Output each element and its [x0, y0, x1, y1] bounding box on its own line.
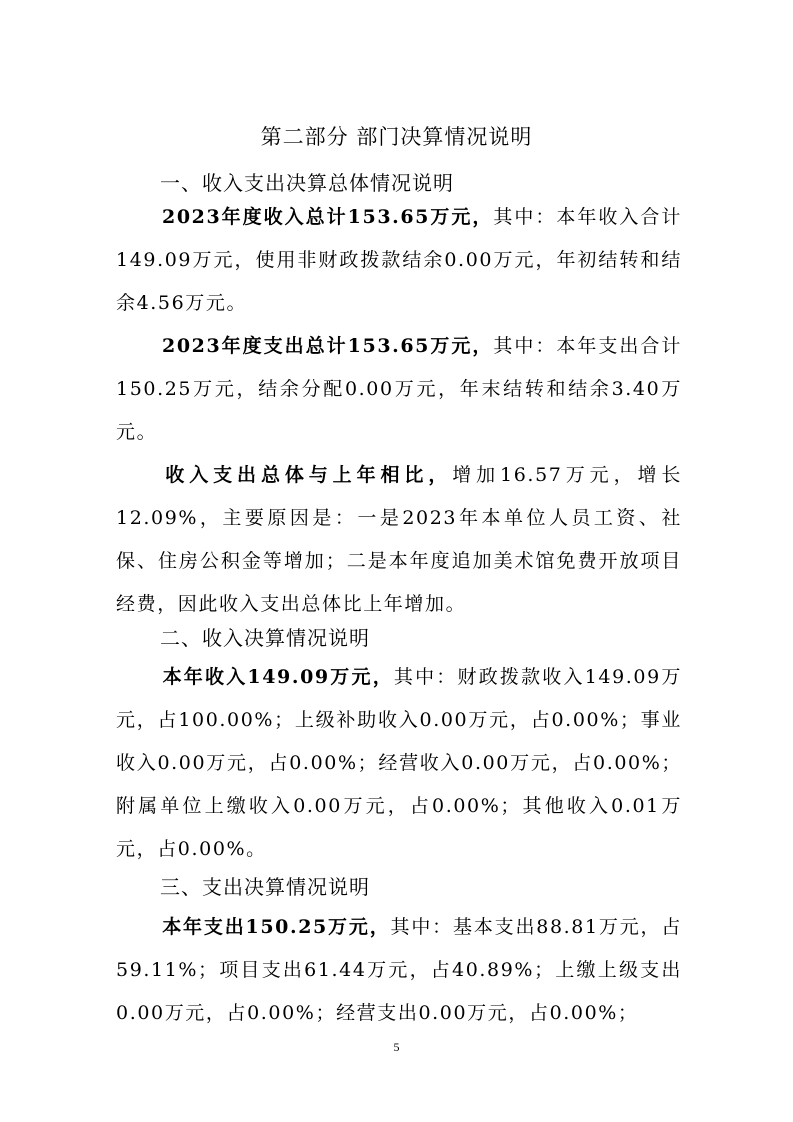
paragraph-body: 增加16.57万元，增长12.09%，主要原因是：一是2023年本单位人员工资、社保、住房公积金等增加；二是本年度追加美术馆免费开放项目经费，因此收入支出总体比上年增加。 [116, 464, 682, 615]
paragraph-lead: 2023年度收入总计153.65万元， [162, 206, 494, 228]
paragraph-lead: 2023年度支出总计153.65万元， [162, 335, 494, 357]
paragraph-lead: 收入支出总体与上年相比， [162, 464, 453, 486]
paragraph-body: 其中：本年收入合计149.09万元，使用非财政拨款结余0.00万元，年初结转和结余4.56万元。 [116, 206, 683, 314]
paragraph-lead: 本年收入149.09万元， [162, 666, 394, 688]
paragraph-total-income [116, 196, 682, 325]
paragraph-year-comparison [116, 454, 682, 626]
paragraph-body: 其中：财政拨款收入149.09万元，占100.00%；上级补助收入0.00万元，占0.00%；事业收入0.00万元，占0.00%；经营收入0.00万元，占0.00%；附属单位上缴收入0.00万元，占0.00%；其他收入0.01万元，占0.00%。 [116, 666, 682, 860]
paragraph-income-detail [116, 656, 682, 871]
section-heading-income: 二、收入决算情况说明 [160, 626, 370, 650]
paragraph-body: 其中：本年支出合计150.25万元，结余分配0.00万元，年末结转和结余3.40万元。 [116, 335, 683, 443]
page-number: 5 [393, 1040, 400, 1054]
section-heading-expense: 三、支出决算情况说明 [160, 875, 370, 899]
paragraph-body: 其中：基本支出88.81万元，占59.11%；项目支出61.44万元，占40.89%；上缴上级支出0.00万元，占0.00%；经营支出0.00万元，占0.00%； [116, 916, 682, 1024]
page-title: 第二部分 部门决算情况说明 [260, 125, 533, 149]
section-heading-overall: 一、收入支出决算总体情况说明 [160, 171, 454, 195]
paragraph-expense-detail [116, 906, 682, 1035]
paragraph-total-expense [116, 325, 682, 454]
paragraph-lead: 本年支出150.25万元， [162, 916, 391, 938]
